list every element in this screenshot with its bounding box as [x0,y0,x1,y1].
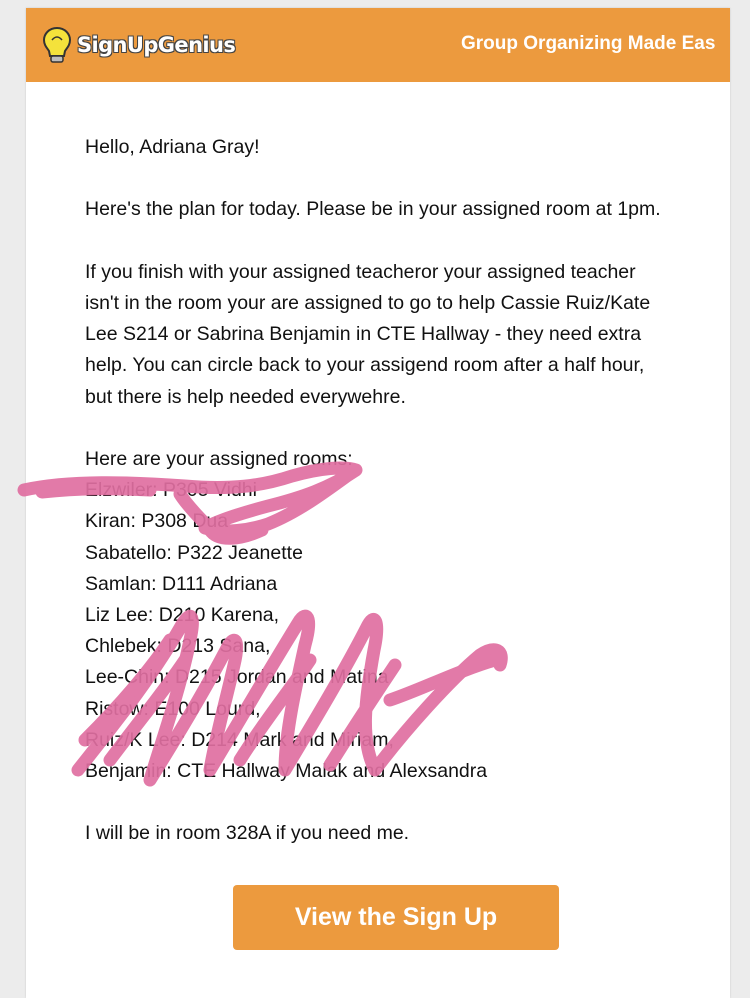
greeting: Hello, Adriana Gray! [85,136,260,158]
email-card [26,8,730,998]
room-assignment: Ruiz/K Lee: D214 Mark and Miriam, [85,728,394,751]
room-assignment: Benjamin: CTE Hallway Malak and Alexsandra [85,760,488,783]
room-assignment: Samlan: D111 Adriana [85,572,278,595]
room-assignment: Sabatello: P322 Jeanette [85,541,303,564]
room-assignment: Ristow: E100 Lourd, [85,697,261,720]
signupgenius-logo[interactable] [40,22,235,68]
instruction-line: If you finish with your assigned teacheror your assigned teacher [85,260,636,283]
room-assignment: Chlebek: D213 Sana, [85,635,271,658]
plan-text: Here's the plan for today. Please be in your assigned room at 1pm. [85,198,661,221]
header-tagline: Group Organizing Made Eas [461,33,716,54]
closing-text: I will be in room 328A if you need me. [85,822,410,845]
instruction-line: isn't in the room your are assigned to go to help Cassie Ruiz/Kate [85,291,651,314]
view-signup-button[interactable]: View the Sign Up [233,885,559,950]
instruction-line: help. You can circle back to your assigend room after a half hour, [85,354,645,377]
cta-wrapper [233,885,559,950]
message-body [85,132,725,850]
lightbulb-icon [40,25,74,65]
instruction-line: Lee S214 or Sabrina Benjamin in CTE Hallway - they need extra [85,323,642,346]
room-assignment: Liz Lee: D210 Karena, [85,604,280,626]
room-assignment: Kiran: P308 Dua [85,510,229,533]
room-assignment: Lee-Chin: D215 Jordan and Matina [85,666,389,689]
room-assignment: Elzwiler: P305 Vidhi [85,479,257,502]
logo-text: SignUpGenius [77,33,236,57]
rooms-heading: Here are your assigned rooms: [85,447,353,470]
instruction-line: but there is help needed everywehre. [85,385,406,408]
email-header [26,8,730,82]
